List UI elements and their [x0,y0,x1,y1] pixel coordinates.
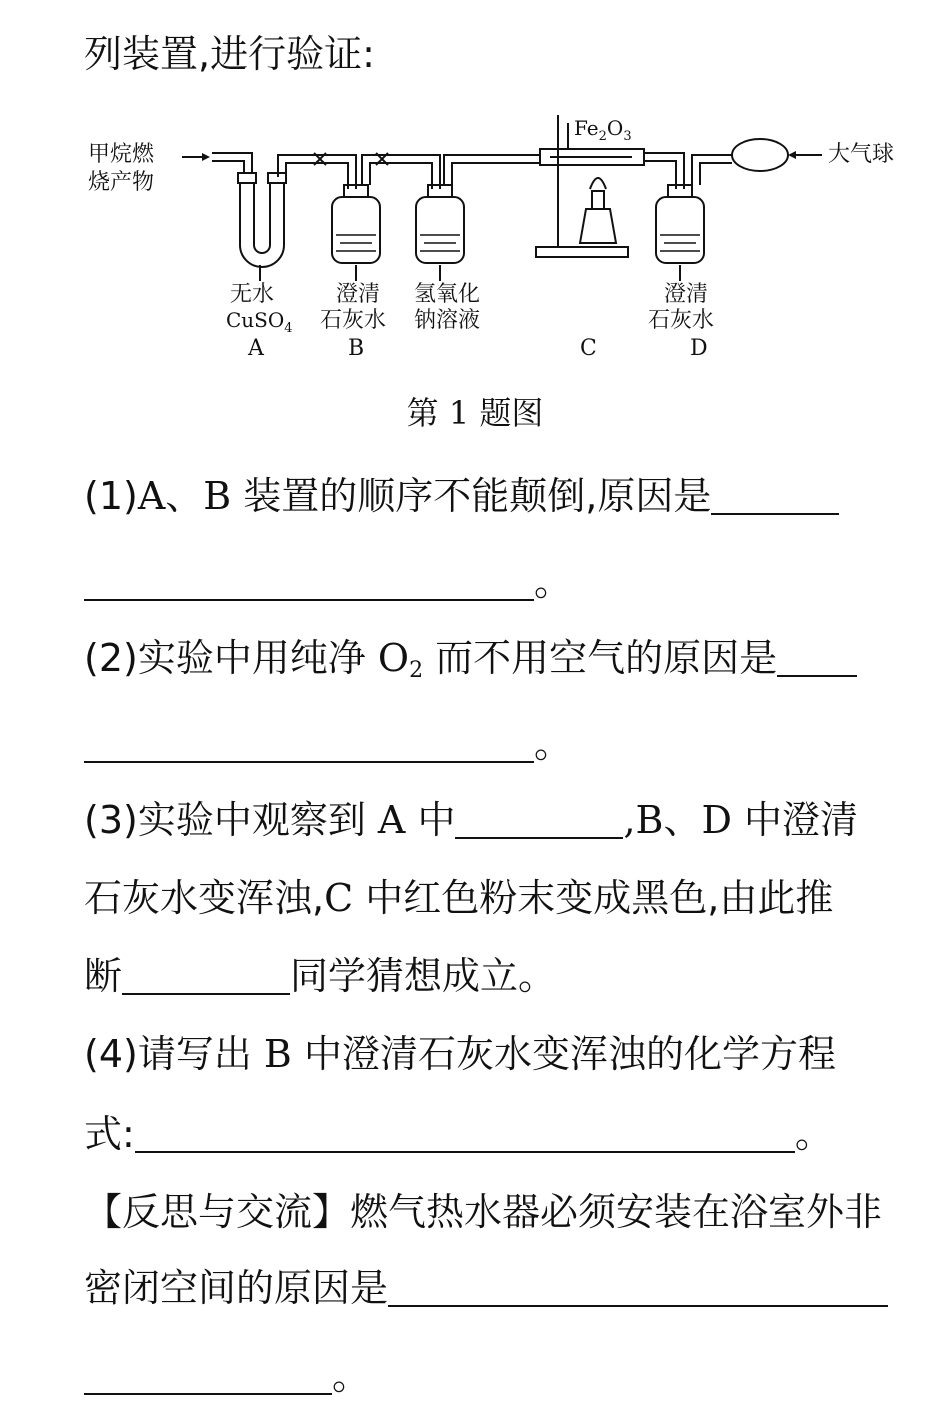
q4-line2 [84,1108,833,1160]
q1-end: 。 [534,560,573,604]
intro-text: 列装置,进行验证: [84,32,375,76]
source-label-2: 烧产物 [88,170,155,195]
q3-line2-a: 石灰水变浑浊, [84,876,325,920]
reflect-line3 [84,1350,370,1402]
reflect-blank-2[interactable] [84,1355,332,1395]
q3-line1 [84,794,858,846]
q3-ref-bd: ,B、D [623,798,732,842]
d-letter: D [690,336,708,361]
q1-line2 [84,556,572,608]
q3-prefix: (3) [84,798,138,842]
q4-line2: 式: [84,1112,135,1156]
q1-refs: A、B [137,474,232,518]
q3-ref-c: C [324,876,354,920]
bottle-d [656,197,704,263]
q3-line2 [84,872,833,924]
c-letter: C [580,336,597,361]
bottle-naoh [416,197,464,263]
d-label-1: 澄清 [664,282,709,307]
q2-blank-1[interactable] [777,637,857,677]
a-label-2: CuSO$_4$ [226,308,293,336]
q3-text-b: 中 [405,798,456,842]
q3-ref-a: A [377,798,406,842]
q4-line1 [84,1028,836,1080]
q2-line2 [84,718,572,770]
q2-blank-2[interactable] [84,723,534,763]
q1-blank-1[interactable] [711,475,839,515]
q4-ref-b: B [263,1032,292,1076]
b-label-2: 石灰水 [320,308,387,333]
q2-end: 。 [534,722,573,766]
q2-o2: $O_2$ [377,636,424,683]
b-letter: B [348,336,365,361]
oxide-label: $Fe_2O_3$ [574,116,632,144]
naoh-label-1: 氢氧化 [414,282,481,307]
q2-prefix: (2) [84,636,138,680]
d-label-2: 石灰水 [648,308,715,333]
reflect-line2 [84,1262,888,1314]
q3-blank-1[interactable] [455,799,623,839]
reflect-line2-text: 密闭空间的原因是 [84,1266,389,1310]
naoh-label-2: 钠溶液 [414,308,481,333]
q3-text-c: 中澄清 [731,798,859,842]
q3-blank-2[interactable] [122,955,290,995]
q4-end: 。 [794,1112,833,1156]
q1-blank-2[interactable] [84,561,534,601]
reflect-blank-1[interactable] [388,1267,888,1307]
q1-text: 装置的顺序不能颠倒,原因是 [231,474,712,518]
q3-line3 [84,950,556,1002]
a-letter: A [248,336,264,361]
q1-line1 [84,470,839,522]
a-label-1: 无水 [230,282,275,307]
figure-caption: 第 1 题图 [406,394,544,432]
balloon-label: 大气球 [828,142,895,167]
reflect-end: 。 [332,1354,371,1398]
q2-line1 [84,632,857,697]
q3-line2-b: 中红色粉末变成黑色,由此推 [353,876,834,920]
q4-prefix: (4) [84,1032,138,1076]
q3-line3-a: 断 [84,954,123,998]
apparatus-figure [80,105,920,370]
source-label-1: 甲烷燃 [88,142,155,167]
q4-blank[interactable] [135,1113,795,1153]
q2-text-a: 实验中用纯净 [137,636,378,680]
b-label-1: 澄清 [336,282,381,307]
balloon [732,139,788,171]
bottle-b [332,197,380,263]
q4-text-b: 中澄清石灰水变浑浊的化学方程 [291,1032,836,1076]
q3-line3-b: 同学猜想成立。 [290,954,557,998]
q4-text-a: 请写出 [137,1032,264,1076]
q1-prefix: (1) [84,474,138,518]
q2-text-b: 而不用空气的原因是 [423,636,778,680]
reflect-line1: 【反思与交流】燃气热水器必须安装在浴室外非 [84,1190,883,1234]
q3-text-a: 实验中观察到 [137,798,378,842]
